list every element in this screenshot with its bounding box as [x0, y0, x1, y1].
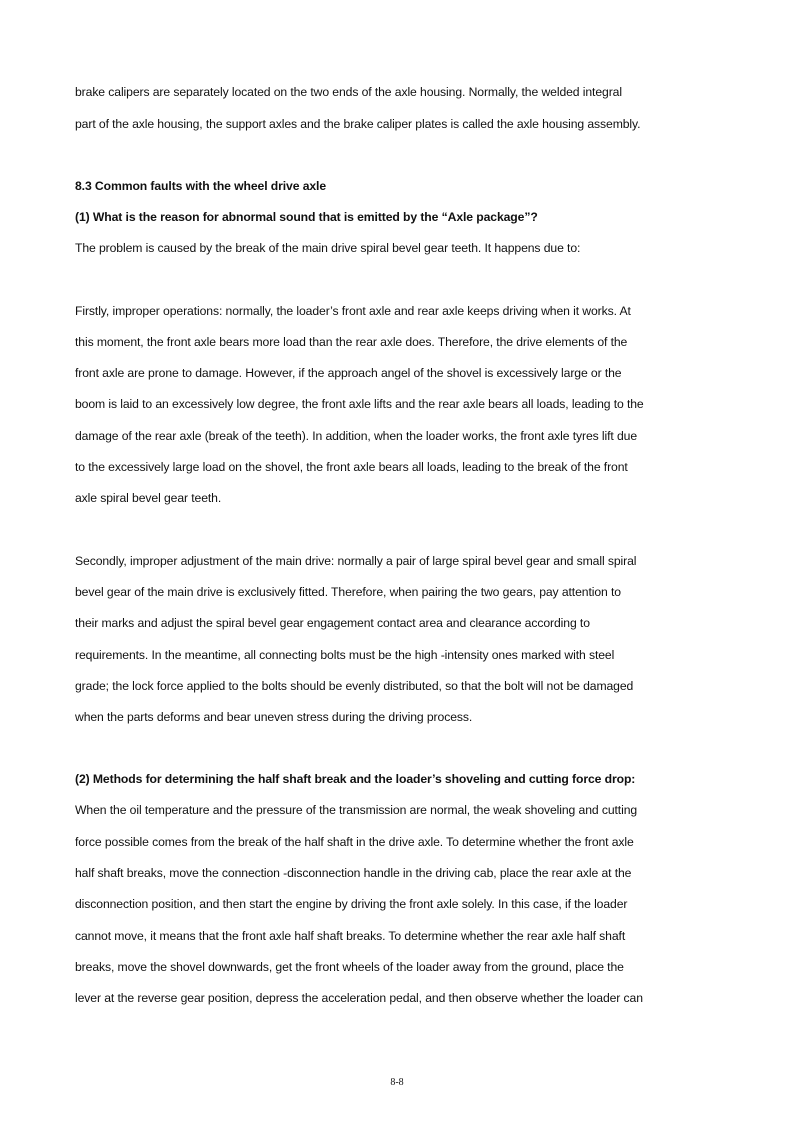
- question-1-lead: The problem is caused by the break of the main drive spiral bevel gear teeth. It happens due to:: [75, 241, 581, 255]
- paragraph-line: Firstly, improper operations: normally, the loader’s front axle and rear axle keeps driving when it works. At: [75, 304, 631, 318]
- intro-line: brake calipers are separately located on the two ends of the axle housing. Normally, the welded integral: [75, 85, 622, 99]
- paragraph-line: disconnection position, and then start the engine by driving the front axle solely. In this case, if the loader: [75, 897, 628, 911]
- paragraph-line: axle spiral bevel gear teeth.: [75, 491, 222, 505]
- question-1-heading: (1) What is the reason for abnormal sound that is emitted by the “Axle package”?: [75, 210, 538, 224]
- paragraph-line: this moment, the front axle bears more load than the rear axle does. Therefore, the drive elements of the: [75, 335, 628, 349]
- paragraph-line: grade; the lock force applied to the bolts should be evenly distributed, so that the bolt will not be damaged: [75, 679, 634, 693]
- paragraph-line: damage of the rear axle (break of the teeth). In addition, when the loader works, the front axle tyres lift due: [75, 429, 638, 443]
- paragraph-line: front axle are prone to damage. However, if the approach angel of the shovel is excessively large or the: [75, 366, 622, 380]
- paragraph-line: lever at the reverse gear position, depress the acceleration pedal, and then observe whether the loader can: [75, 991, 643, 1005]
- page-number: 8-8: [390, 1077, 404, 1088]
- intro-line: part of the axle housing, the support axles and the brake caliper plates is called the axle housing assembly.: [75, 117, 641, 131]
- section-heading: 8.3 Common faults with the wheel drive axle: [75, 179, 327, 193]
- paragraph-line: When the oil temperature and the pressure of the transmission are normal, the weak shoveling and cutting: [75, 803, 638, 817]
- paragraph-line: requirements. In the meantime, all connecting bolts must be the high -intensity ones marked with steel: [75, 648, 615, 662]
- paragraph-line: boom is laid to an excessively low degree, the front axle lifts and the rear axle bears all loads, leading to the: [75, 397, 644, 411]
- paragraph-line: bevel gear of the main drive is exclusively fitted. Therefore, when pairing the two gears, pay attention to: [75, 585, 621, 599]
- paragraph-line: breaks, move the shovel downwards, get the front wheels of the loader away from the ground, place the: [75, 960, 624, 974]
- paragraph-line: Secondly, improper adjustment of the main drive: normally a pair of large spiral bevel gear and small spiral: [75, 554, 637, 568]
- paragraph-line: force possible comes from the break of the half shaft in the drive axle. To determine whether the front axle: [75, 835, 634, 849]
- paragraph-line: to the excessively large load on the shovel, the front axle bears all loads, leading to the break of the front: [75, 460, 628, 474]
- paragraph-line: cannot move, it means that the front axle half shaft breaks. To determine whether the rear axle half shaft: [75, 929, 626, 943]
- question-2-heading: (2) Methods for determining the half shaft break and the loader’s shoveling and cutting force drop:: [75, 772, 636, 786]
- paragraph-line: when the parts deforms and bear uneven stress during the driving process.: [75, 710, 473, 724]
- paragraph-line: their marks and adjust the spiral bevel gear engagement contact area and clearance according to: [75, 616, 590, 630]
- paragraph-line: half shaft breaks, move the connection -disconnection handle in the driving cab, place the rear axle at the: [75, 866, 632, 880]
